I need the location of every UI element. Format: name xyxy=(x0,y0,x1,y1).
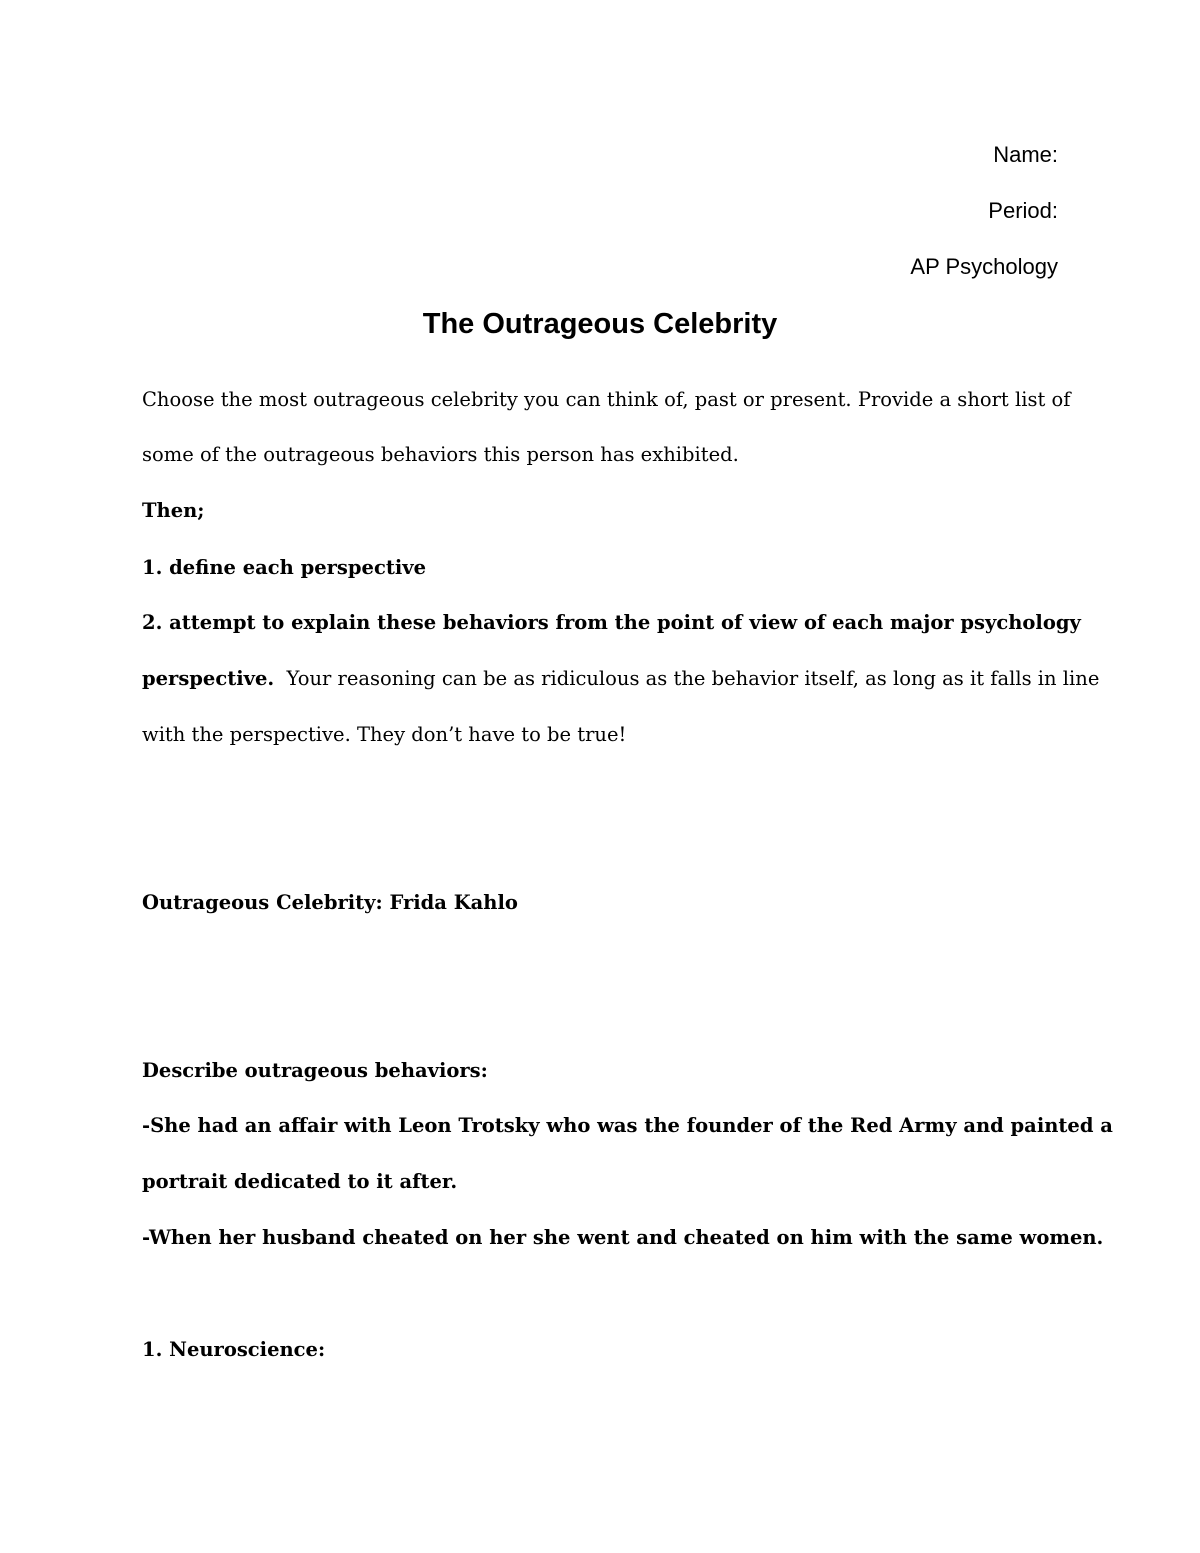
behavior-2: -When her husband cheated on her she went and cheated on him with the same women. xyxy=(142,1226,1104,1249)
step-2-line-3: with the perspective. They don’t have to be true! xyxy=(142,723,627,746)
instructions-line-2: some of the outrageous behaviors this person has exhibited. xyxy=(142,443,739,466)
behavior-1-line-2: portrait dedicated to it after. xyxy=(142,1170,458,1193)
step-2-line-2 xyxy=(142,665,1099,693)
name-label: Name: xyxy=(993,142,1058,167)
course-label: AP Psychology xyxy=(910,254,1058,279)
period-label: Period: xyxy=(988,198,1058,223)
step-2-line-1: 2. attempt to explain these behaviors from the point of view of each major psychology xyxy=(142,611,1081,634)
document-title: The Outrageous Celebrity xyxy=(422,308,778,340)
perspective-neuroscience: 1. Neuroscience: xyxy=(142,1338,326,1361)
behavior-1-line-1: -She had an affair with Leon Trotsky who was the founder of the Red Army and painted a xyxy=(142,1114,1113,1137)
step-1: 1. define each perspective xyxy=(142,556,426,579)
step-2-line-2-rest: Your reasoning can be as ridiculous as the behavior itself, as long as it falls in line xyxy=(274,667,1100,690)
behaviors-heading: Describe outrageous behaviors: xyxy=(142,1059,488,1082)
instructions-line-1: Choose the most outrageous celebrity you can think of, past or present. Provide a short list of xyxy=(142,388,1071,411)
then-label: Then; xyxy=(142,499,205,522)
perspective-bold: perspective. xyxy=(142,667,275,690)
celebrity-line: Outrageous Celebrity: Frida Kahlo xyxy=(142,891,518,914)
